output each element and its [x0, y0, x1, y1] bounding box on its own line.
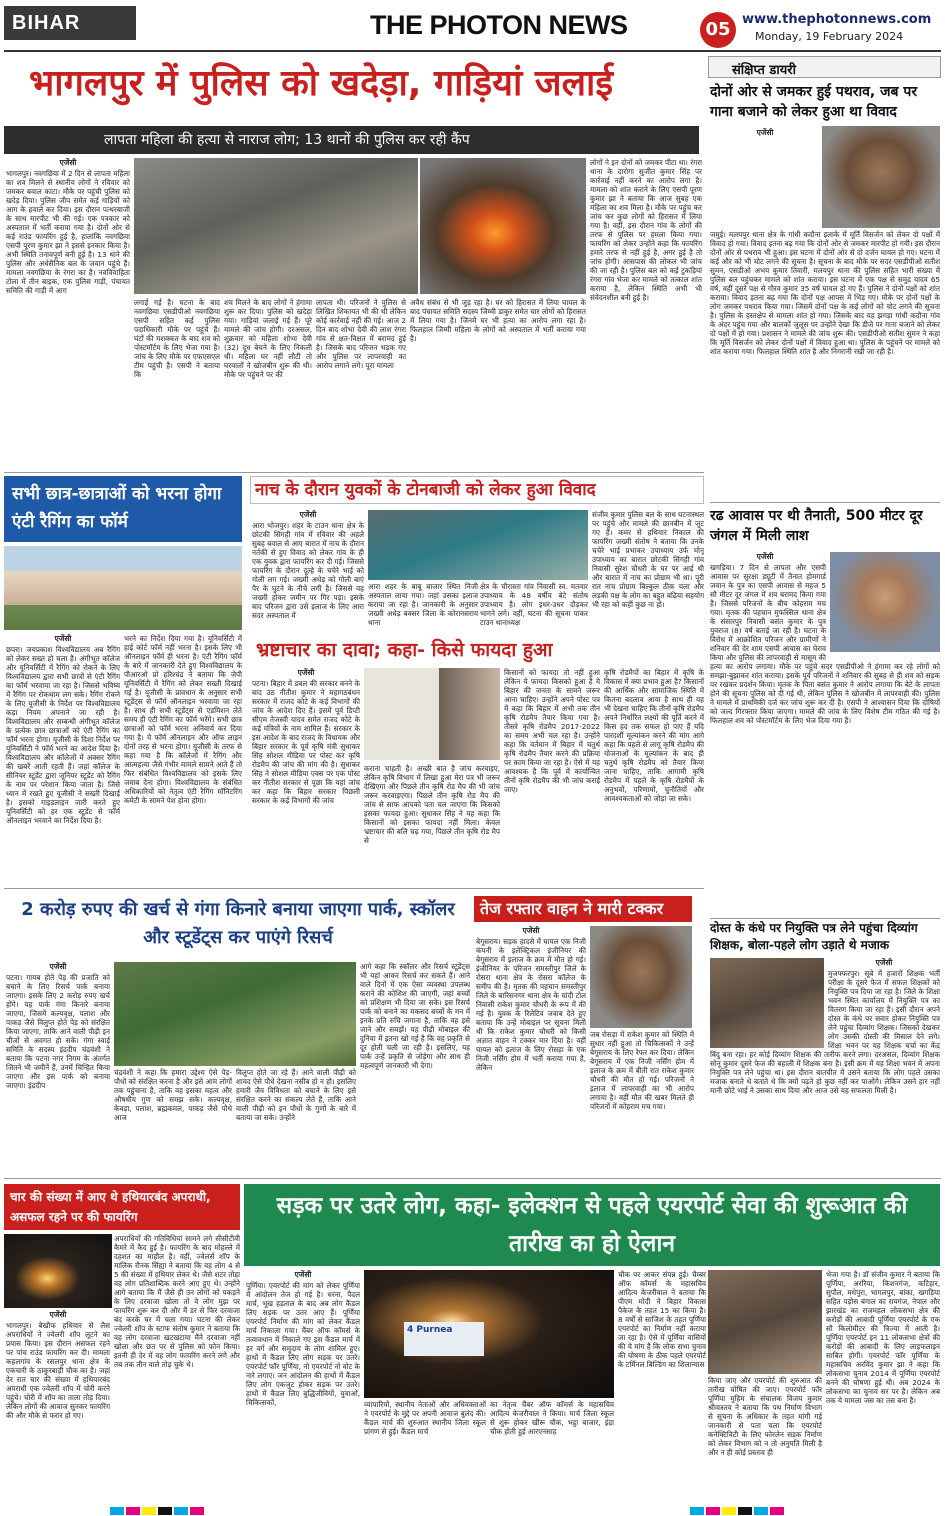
- accident-column-2: जब रोसड़ा में राकेश कुमार को स्थिति में सुधार नहीं हुआ तो चिकित्सकों ने उन्हें बेगूसराय के लिए रेफर कर दिया। लेकिन बेगूसराय में एक निजी नर्सिंग होम में इलाज के क्रम में बीती रात राकेश कुमार चौधरी की मौत हो गई। परिजनों ने इलाज में लापरवाही का भी आरोप लगाया है। वहीं मौत की खबर मिलते ही परिजनों में कोहराम मच गया।: [590, 1030, 694, 1111]
- lead-column-1: [6, 158, 130, 468]
- lead-column-4: लापता थी। परिजनों ने पुलिस से लिखित शिकायत भी की थी लेकिन कोई कार्रवाई नहीं की गई। आज 2 दिन बाद शोभा देवी की लाश रंगरा गांव से क्षत-विक्षत में बरामद हुई है। जिसके बाद परिजन भड़क गए और पुलिस पर लापरवाही का आरोप लगाने लगे। पूरा मामला: [316, 298, 406, 370]
- ragging-agency: एजेंसी: [54, 634, 72, 643]
- masthead-divider: [4, 50, 941, 52]
- lead-text-1: भागलपुर। नवगछिया में 2 दिन से लापता महिला का शव मिलने से स्थानीय लोगों ने रविवार को जमकर बवाल काटा। मौके पर पहुंची पुलिस को खदेड़ दिया। पुलिस जीप समेत कई गाड़ियों को आग के हवाले कर दिया। इस दौरान पत्थरबाजी के साथ मारपीट भी की गई। एक पत्रकार को अस्पताल में भर्ती कराया गया है। दोनों ओर से कई राउंड फायरिंग हुई है, हालांकि नवगछिया एसपी पूरण कुमार झा ने इससे इनकार किया है। अभी स्थिति तनावपूर्ण बनी हुई है। 13 थाने की पुलिस और अर्धसैनिक बल के जवान पहुंचे हैं। मामला नवगछिया के रंगरा का है। नवविवाहिता टोला में तीन बाइक, एक पुलिस गाड़ी, पंचायत समिति की गाड़ी में आग: [6, 169, 130, 295]
- firing-agency: एजेंसी: [49, 1310, 67, 1319]
- airport-photo-candle-march: [364, 1270, 614, 1398]
- corruption-column-2: कराना चाहती है। अच्छी बात है जांच करवाइए, लेकिन कृषि विभाग में लिखा हुआ मेरा पत्र भी जरूर देखिएगा और पिछले तीन कृषि रोड मैप की भी जांच जरूर करवाइएगा। पिछले तीन कृषि रोड मैप की जांच से साफ आपको पता चल जाएगा कि किसको इसका फायदा हुआ। सुधाकर सिंह ने यह कहा कि किसानों को इसका फायदा नहीं मिला। केवल भ्रष्टाचार की बलि चढ़ गया, पिछले तीन कृषि रोड मैप से: [364, 764, 500, 845]
- sidebar-divider-1: [710, 502, 940, 503]
- ganga-column-4: आगे कहा कि स्कॉलर और रिसर्च स्टूडेंट्स भी यहां आकर रिसर्च कर सकते हैं। आने वाले दिनों में एक ऐसा व्यवस्था उपलब्ध कराने की कोशिश की जाएगी, जहां बच्चों को प्रशिक्षण भी दिया जा सके। इस रिसर्च पार्क को बनाने का मकसद बच्चों के मन में इनके प्रति रुचि जगाना है, ताकि वह इसे जाने और समझें। यह पीढ़ी मोबाइल की दुनिया में इतना खो गई है कि वह प्रकृति से दूर होती चली जा रही है। इसलिए, यह पार्क उन्हें प्रकृति से जोड़ेगा और साथ ही महत्वपूर्ण जानकारी भी देगा।: [360, 962, 470, 1070]
- airport-column-6: भेजा गया है। डॉ संजीव कुमार ने बताया कि पूर्णिया, अररिया, किशनगंज, कटिहार, सुपौल, मधेपुरा, भागलपुर, बांका, खगड़िया सहित पड़ोस बंगाल का रायगंज, नेपाल और झारखंड का राजमहल लोकसभा क्षेत्र की करोड़ों की आबादी पूर्णिया एयरपोर्ट के एक सौ किलोमीटर की त्रिज्या में आती है। पूर्णिया एयरपोर्ट इन 11 लोकसभा क्षेत्रों की करोड़ों की आबादी के लिए लाइफलाइन साबित होगी। एयरपोर्ट फॉर पूर्णिया के महासचिव अरविंद कुमार झा ने कहा कि लोकसभा चुनाव 2014 में पूर्णिया एयरपोर्ट बनने की घोषणा हुई थी। अब 2024 के लोकसभा का चुनाव सर पर है। लेकिन अब तक ये मामला जस का तस बना है।: [826, 1270, 940, 1405]
- airport-column-4: चौक पर आकर संपन्न हुई। चैम्बर ऑफ कॉमर्स के महासचिव आदित्य केजरीवाल ने बताया कि पीएम मोदी ने बिहार विकास पैकेज के तहत 15 का किया है। 8 वर्षों से साजिश के तहत पूर्णिया एयरपोर्ट का निर्माण नहीं कराया जा रहा है। ऐसे में पूर्णिया वासियों की ये मांग है कि लोक सभा चुनाव की घोषणा के ठीक पहले एयरपोर्ट के टर्मिनल बिल्डिंग का शिलान्यास: [618, 1270, 706, 1369]
- sidebar-story2-agency: एजेंसी: [756, 552, 774, 561]
- accident-column-1: एजेंसी बेगूसराय। सड़क हादसे में घायल एक निजी कंपनी के इलेक्ट्रिकल इंजीनियर की बेगूसराय में इलाज के क्रम में मौत हो गई। इंजीनियर के परिजन समस्तीपुर जिले के रोसरा थाना क्षेत्र के रोसरा कॉलेज के समीप की है। मृतक की पहचान समस्तीपुर जिले के बारिसनगर थाना क्षेत्र के चांदी टोल निवासी राकेश कुमार चौधरी के रूप में की गई है। युवक के रिलेटिव जवाब देते हुए बताया कि उन्हें मोबाइल पर सूचना मिली थी कि राकेश कुमार चौधरी को किसी अज्ञात वाहन ने टक्कर मार दिया है। वहीं घायल को इलाज के लिए रोसड़ा के एक निजी नर्सिंग होम में भर्ती कराया गया है, लेकिन: [476, 926, 586, 1072]
- ganga-column-2: चंद्रवंशी ने कहा कि हमारा उद्देश्य ऐसे पेड़-पौधों को संरक्षित करना है और इसे आम लोगों तक पहुंचाना है, ताकि वह इसका महत्व और औषधीय गुण को समझ सके। कल्पवृक्ष, केवड़ा, पलाश, ब्रह्मकमल, पाकड़ जैसे पौधे आज: [114, 1068, 232, 1122]
- airport-column-3: का नेतृत्व चैंबर ऑफ कॉमर्स के महासचिव आदित्य केजरीवाल ने किया। मार्च जिला स्कूल से शुरू होकर खीरू चौक, भट्ठा बाजार, इंद्रा चौक होती हुई आरएनसाह: [490, 1400, 614, 1436]
- ragging-column-1: एजेंसी छपरा। जयप्रकाश विश्वविद्यालय अब रैगिंग को लेकर सख्त हो चला है। अंगीभूत कॉलेज और यूनिवर्सिटी में रैगिंग को रोकने के लिए विश्वविद्यालय द्वारा सभी छात्रों से एंटी रैगिंग का फॉर्म भरवाया जा रहा है। जिससे भविष्य में रैगिंग पर रोकथाम लग सके। रैगिंग रोकने के लिए यूजीसी के निर्देश पर विश्वविद्यालय कड़ा नियम अपनाने जा रही है। विश्वविद्यालय और सम्बन्धी अंगीभूत कॉलेज के प्रत्येक छात्र छात्राओं को एंटी रैगिंग का फॉर्म भरना होगा। यूजीसी के दिशा निर्देश पर यूनिवर्सिटी ने फॉर्म भरने का आदेश दिया है। विश्वविद्यालय और कॉलेजों में अक्सर रैगिंग की खबरें आती रहती हैं। जहां कॉलेज के सीनियर स्टूडेंट द्वारा जूनियर स्टूडेंट को रैगिंग के नाम पर परेशान किया जाता है। जिसे ध्यान में रखते हुए यूजीसी ने सख्ती दिखाई है। इसको गाइडलाइन जारी करते हुए यूनिवर्सिटी को हर एक स्टूडेंट से फॉर्म ऑनलाइन भरवाने का निर्देश दिया है।: [6, 634, 120, 825]
- print-color-bar-right: [690, 1500, 890, 1510]
- sidebar-story2-text: एजेंसी खगड़िया। 7 दिन से लापता और एसपी आवास पर सुरक्षा ड्यूटी में तैनात होमगार्ड जवान के पुत्र का एसपी आवास से महज 5 सौ मीटर दूर जंगल में शव बरामद किया गया है। जिससे परिजनों के बीच कोहराम मच गया। मृतक की पहचान मुफस्सिल थाना क्षेत्र के संसारपुर निवासी बसंत कुमार के पुत्र युवराज (8) वर्ष बताई जा रही है। घटना के विरोध में आक्रोशित परिजन और ग्रामीणों ने शनिवार की देर शाम एसपी आवास का घेराव किया और पुलिस की लापरवाही से मासूम की हत्या का आरोप लगाया। मौके पर पहुंचे सदर एसडीपीओ ने हंगामा कर रहे लोगों को समझा-बुझाकर शांत कराया। इसके पूर्व परिजनों ने शनिवार की सुबह से ही शव को सड़क पर रखकर प्रदर्शन किया। मृतक के पिता बसंत कुमार ने आरोप लगाया कि बेटे के लापता होने की सूचना पुलिस को दी गई थी, लेकिन पुलिस ने खोजबीन में लापरवाही की। पुलिस ने मामले में प्राथमिकी दर्ज कर जांच शुरू कर दी है। एसपी ने आश्वासन दिया कि दोषियों को जल्द गिरफ्तार किया जाएगा। मामले की जांच के लिए विशेष टीम गठित की गई है। फिलहाल शव को पोस्टमॉर्टम के लिए भेज दिया गया है।: [710, 552, 940, 725]
- ganga-column-1: एजेंसी पटना। गायब होते पेड़ की प्रजाति को बचाने के लिए रिसर्च पार्क बनाया जाएगा। इसके लिए 2 करोड़ रुपए खर्च होंगे। यह पार्क गंगा किनारे बनाया जाएगा, जिसमें कल्पवृक्ष, पलाश और पाकड़ जैसे विलुप्त होते पेड़ को संरक्षित किया जाएगा, ताकि आने वाली पीढ़ी इन चीजों से अवगत हो सके। गंगा स्वाई समिति के सदस्य इंद्रदीप चंद्रवंशी ने बताया कि पटना नगर निगम के अंतर्गत जितने भी जमीनें हैं, उनमें चिन्हित किया जाएगा और इस पार्क को बनाया जाएगा। इंद्रदीप: [6, 962, 110, 1090]
- lead-column-3: शव मिलने के बाद लोगों ने हंगामा शुरू कर दिया। पुलिस को खदेड़ा गया। गाड़ियां जलाई गई हैं। पूरे मामले की जांच होगी। दरअसल, शुक्रवार को महिला शोभा देवी (32) दूध बेचने के लिए निकली थी। महिला घर नहीं लौटी तो घरवालों ने खोजबीन शुरू की थी। मौके पर पहुंचने पर की: [224, 298, 312, 379]
- sidebar-story1-headline: दोनों ओर से जमकर हुई पथराव, जब पर गाना बजाने को लेकर हुआ था विवाद: [710, 84, 918, 120]
- firing-headline: चार की संख्या में आए थे हथियारबंद अपराधी, असफल रहने पर की फायरिंग: [4, 1184, 240, 1230]
- lead-column-5: अवैध संबंध से भी जुड़ रहा है। घर को हिरासत में लिया घायल के बाद पंचायत समिति सदस्य जिम्मी डाकुर समेत चार लोगों को हिरासत में लिया गया है। जिनमें घर भी हत्या का आरोप लगा रहा है। फिलहाल जिम्मी महिला के लोगों को अस्पताल में भर्ती कराया गया है।: [410, 298, 586, 343]
- dance-photo-injured: [368, 510, 588, 580]
- sidebar-story2-headline: रढ आवास पर थी तैनाती, 500 मीटर दूर जंगल में मिली लाश: [710, 508, 923, 544]
- issue-date: Monday, 19 February 2024: [755, 30, 904, 43]
- ganga-headline: 2 करोड़ रुपए की खर्च से गंगा किनारे बनाया जाएगा पार्क, स्कॉलर और स्टूडेंट्स कर पाएंगे रिसर्च: [21, 899, 455, 948]
- corruption-column-1: एजेंसी पटना। बिहार में डबल की सरकार बनने के बाद उठ नीतीश कुमार ने महागठबंधन सरकार में राजद कोटे के कई विभागों की जांच के आदेश दिए हैं। इसमें पूर्व डिप्टी सीएम तेजस्वी यादव समेत राजद कोटे के कई मंत्रियों के नाम शामिल हैं। सरकार के इस आदेश के बाद राजद के विधायक और बिहार सरकार के पूर्व कृषि मंत्री सुधाकर सिंह सोशल मीडिया पर पोस्ट कर कृषि रोडमैप की जांच की मांग की है। सुधाकर सिंह ने सोशल मीडिया एक्स पर एक पोस्ट कर नीतीश सरकार से पूछा कि यहां जांच कर कहा कि बिहार सरकार पिछली सरकार के कई विभागों की जांच: [252, 668, 360, 805]
- accident-photo-victim: [590, 926, 692, 1028]
- newspaper-title: THE PHOTON NEWS: [370, 10, 628, 40]
- firing-column-1: एजेंसी भागलपुर। बेखौफ हथियार से लैस अपराधियों ने ज्वेलरी शॉप लूटने का प्रयास किया। इस दौरान असफल रहने पर पांच राउंड फायरिंग कर दी। मामला कहलगांव के रसलपुर थाना क्षेत्र के एकचारी के ठाकुरबाड़ी चौक का है। जहां देर रात चार की संख्या में हथियारबंद अपराधी एक ज्वेलरी शॉप में चोरी करने पहुंचे। चोरी में शॉप का ताला तोड़ दिया। लेकिन लोगों की आवाज सुनकर फायरिंग की और मौके से फरार हो गए।: [6, 1310, 110, 1420]
- airport-photo-protesters: [708, 1270, 822, 1374]
- dance-column-1: एजेंसी आरा भोजपुर। शहर के टाउन थाना क्षेत्र के छोटकी सिंगही गांव में रविवार की अहले सुबह बवाल से आए बारात में नाच के दौरान नर्तकी से हुए विवाद को लेकर गांव के ही एक युवक द्वारा फायरिंग कर दी गई। जिससे फायरिंग के दौरान दूल्हे के चचेरे भाई को गोली लग गई। जख्मी अधेड़ को गोली बाएं पैर के घुटने के नीचे लगी है। जिससे वह जख्मी होकर जमीन पर गिर पड़ा। इसके बाद परिजन द्वारा उसे इलाज के लिए आरा सदर अस्पताल में: [252, 510, 364, 620]
- lead-subheadline: लापता महिला की हत्या से नाराज लोग; 13 थानों की पुलिस कर रही कैंप: [4, 126, 699, 154]
- airport-agency: एजेंसी: [294, 1270, 312, 1279]
- section-tag: BIHAR: [4, 6, 136, 40]
- firing-column-2: अपराधियों की गतिविधियां सामने लगे सीसीटीवी कैमरे में कैद हुई है। फायरिंग के बाद मोहल्ले में दहशत का माहौल है। वहीं, ज्वेलर्स शॉप के मालिक रौनक सिंह्या ने बताया कि वह लोग 4 से 5 की संख्या में हथियार लेकर थे। जैसे शटर तोड़ा वह लोग प्रतिशाब्दिक करने आए हुए थे। उन्होंने आगे बताया कि मैं जैसे ही उन लोगों को पकड़ने के लिए दरवाजा खोला तो वे लोग मुझ पर फायरिंग शुरू कर दी और मैं डर से फिर दरवाजा बंद करके घर में चला गया। घटना की लेकर ज्वेलरी शॉप के स्टाफ संतोष कुमार ने बताया कि वह लोग दरवाजा खटखटाया मैंने दरवाजा नहीं खोला और छत पर से पुलिस को फोन किया। इतनी ही देर में वह लोग फायरिंग करने लगे और तब तक तीन वाले तोड़ चुके थे।: [114, 1234, 240, 1369]
- ganga-column-3: विलुप्त होते जा रहे हैं। आने वाली पीढ़ी को शायद ऐसे पौधे देखना नसीब हो न हो। इसलिए हमारी जैव विविधता को बचाने के लिए इसे संरक्षित करने का संकल्प लेते हैं, ताकि आने वाली पीढ़ी को इन पौधों के गुणों के बारे में बताया जा सके। उन्होंने: [236, 1068, 356, 1122]
- ragging-photo-university: [4, 546, 242, 630]
- corruption-column-4: कृषि रोडमैपों का बिहार में कृषि के विकास में क्या प्रभाव हुआ है? किसानों की आर्थिक और सामाजिक स्थिति में कितना बदलाव आया है साथ ही यह भी देखना चाहिए कि तीनों कृषि रोडमैप अपने निर्धारित लक्ष्यों की पूर्ति करने में किस हद तक सफल हो पाए हैं यदि पारदर्शी मूल्यांकन करने की मांग आगे कहा कि पहले से लागू कृषि रोडमैप की योजनाओं के मूल्यांकन के बाद ही चतुर्थ कृषि रोडमैप को तैयार किया जाना चाहिए, ताकि आगामी कृषि रोडमैप में पहले के कृषि रोडमैपों के अनुभवों, परिणामों, चुनौतियों और आवश्यकताओं को जोड़ा जा सके।: [604, 668, 704, 803]
- ragging-column-2: भरने का निर्देश दिया गया है। यूनिवर्सिटी में हाई कोर्ट फॉर्म नहीं भरना है। इसके लिए भी ऑनलाइन फॉर्म ही भरना है। एंटी रैगिंग फॉर्म के बारे में जानकारी देते हुए विश्वविद्यालय के पीआरओ प्रो हरिश्चंद्र ने बताया कि जेपी यूनिवर्सिटी में रैगिंग को लेकर सख्ती दिखाई गई है। यूजीसी के प्रावधान के अनुसार सभी स्टूडेंट्स से फॉर्म ऑनलाइन भरवाया जा रहा है। साथ ही सभी स्टूडेंट्स से एडमिशन लेते समय ही एंटी रैगिंग का फॉर्म भरेंगे। सभी छात्र छात्राओं को फॉर्म भरना अनिवार्य कर दिया गया है। ये फॉर्म ऑनलाइन और ऑफ लाइन दोनों तरह से भरना होगा। यूजीसी के तरफ से कहा गया है कि कॉलेजों में रैगिंग और आत्महत्या जैसे गंभीर मामले सामने आते हैं तो फिर संबंधित विश्वविद्यालय को इसके लिए जवाब देना होगा। विश्वविद्यालय के संबंधित अधिकारियों को नेतृत्व एंटी रैगिंग मॉनिटरिंग कमेटी के सामने पेश होना होगा।: [124, 634, 242, 805]
- ganga-photo-garden: [114, 962, 356, 1066]
- airport-column-1: एजेंसी पूर्णिया। एयरपोर्ट की मांग को लेकर पूर्णिया में आंदोलन तेज हो गई है। धरना, पैदल मार्च, भूख हड़ताल के बाद अब लोग कैंडल लिए सड़क पर उतर आए हैं। पूर्णिया एयरपोर्ट निर्माण की मांग को लेकर कैंडल मार्च निकाला गया। चैंबर ऑफ कॉमर्स के तत्वावधान में निकाले गए इस कैंडल मार्च में हर वर्ग और समुदाय के लोग शामिल हुए। हाथों में कैंडल लिए लोग सड़क पर उतरे। एयरपोर्ट फॉर पूर्णिया, नो एयरपोर्ट नो वोट के नारे लगाए। जन आंदोलन की हाथों में कैंडल लिए लोग एकजुट होकर सड़क पर उतरे। हाथों में कैंडल लिए बुद्धिजीवियों, युवाओं, चिकित्सकों,: [246, 1270, 360, 1407]
- dance-agency: एजेंसी: [299, 510, 317, 519]
- sidebar-divider-2: [710, 918, 940, 919]
- sidebar-story1-agency: एजेंसी: [756, 128, 774, 137]
- corruption-headline: भ्रष्टाचार का दावा; कहा- किसे फायदा हुआ: [256, 639, 553, 661]
- corruption-agency: एजेंसी: [297, 668, 315, 677]
- dance-headline: नाच के दौरान युवकों के टोनबाजी को लेकर हुआ विवाद: [250, 476, 704, 504]
- lead-photo-burnt-car: [134, 158, 418, 294]
- airport-column-5: किया जाए और एयरपोर्ट की शुरुआत की तारीख घोषित की जाए। एयरपोर्ट फॉर पूर्णिया मुहिम के संचालक विजय कुमार श्रीवास्तव ने बताया कि पथ निर्माण विभाग से सूचना के अधिकार के तहत मांगी गई जानकारी से पता चला कि एयरपोर्ट कनेक्टिविटी के लिए फोरलेन सड़क निर्माण को लेकर विभाग को न तो अनुमति मिली है और न ही कोई प्रस्ताव ही: [708, 1376, 822, 1457]
- section-divider-3: [4, 1178, 941, 1179]
- section-divider-2: [4, 888, 704, 889]
- sidebar-story1-text: जमुई। मलयपुर थाना क्षेत्र के गांधी कदौना इलाके में मूर्ति विसर्जन को लेकर दो पक्षों में विवाद हो गया। विवाद इतना बढ़ गया कि दोनों ओर से जमकर मारपीट हो गयी। इस दौरान दोनों ओर से पथराव भी हुआ। इस घटना में दोनों ओर से दो दर्जन घायल हो गए। घटना में कई और को भी चोट लगने की सूचना है। सूचना के बाद मौके पर सदर एसडीपीओ सतीश सुमन, एसडीओ अभय कुमार तिवारी, मलयपुर थाना की पुलिस सहित भारी संख्या में पुलिस बल पहुंचकर मामले को शांत कराया। इस घटना में एक पक्ष से समुद्र यादव 65 वर्ष, वहीं दूसरे पक्ष से गौरव कुमार 35 वर्ष घायल हो गए हैं। पुलिस ने दोनों पक्षों को शांत कराया। विवाद इतना बढ़ गया कि दोनों पक्ष आपस में भिड़ गए। मौके पर दोनों पक्षों के लोग जमकर पथराव किया गया। जिसमें दोनों पक्ष के कई लोगों को चोट लगने की सूचना है। पुलिस के हस्तक्षेप से मामला शांत हो गया। जिसके बाद यह झगड़ा गांधी कदौना गांव के अंदर पहुंच गया और बालकों जुलूस पर उन्होंने देखा कि डीजे पर गाना बजाने को लेकर दो पक्षों में हो गया। प्रशासन ने मामले की जांच शुरू की। एसडीपीओ सतीश सुमन ने कहा कि मूर्ति विसर्जन को लेकर दोनों पक्षों में विवाद हुआ था। पुलिस के पहुंचने पर मामले को शांत कराया गया। फिलहाल स्थिति शांत है और निगरानी रखी जा रही है।: [710, 230, 940, 356]
- accident-agency: एजेंसी: [522, 926, 540, 935]
- dance-column-3: क्षेत्र के चौरास्ता गांव निवासी स्व. मतवार उपाध्याय के 48 वर्षीय बेटे संतोष उपाध्याय है। लोग इधर-उधर दौड़कर भागने लगे। वहीं, घटना की सूचना पाकर टाउन थानाध्यक्ष: [480, 582, 588, 627]
- print-color-bar-left: [110, 1500, 310, 1510]
- airport-banner: 4 Purnea: [404, 1322, 484, 1356]
- section-divider-1: [4, 472, 704, 473]
- airport-column-2: व्यापारियों, स्थानीय नेताओं और अधिवक्ताओं ने एयरपोर्ट के मुद्दे पर अपनी आवाज बुलंद की। कैंडल मार्च की शुरुआत स्थानीय जिला स्कूल प्रांगण से हुई। कैंडल मार्च: [364, 1400, 486, 1436]
- lead-photo-fire: [420, 158, 586, 294]
- sidebar-story3-headline: दोस्त के कंधे पर नियुक्ति पत्र लेने पहुंचा दिव्यांग शिक्षक, बोला-पहले लोग उड़ाते थे मजाक: [710, 921, 918, 952]
- sidebar-title: संक्षिप्त डायरी: [732, 63, 796, 78]
- lead-headline: भागलपुर में पुलिस को खदेड़ा, गाड़ियां जलाई: [29, 63, 614, 104]
- website-link[interactable]: www.thephotonnews.com: [742, 12, 932, 27]
- lead-agency: एजेंसी: [59, 158, 77, 167]
- lead-column-6: लोगों ने इन दोनों को जमकर पीटा था। रंगरा थाना के दारोगा सुजीत कुमार सिंह पर कार्रवाई नहीं करने का आरोप लगा है। मामला को शांत कराने के लिए एसपी पूरण कुमार झा ने बताया कि आज सुबह एक महिला का शव मिला है। मौके पर पहुंच कर जांच कर कुछ लोगों को हिरासत में लिया गया है। वहीं, इस दौरान गांव के लोगों की तरफ से पुलिस पर हमला किया गया। फायरिंग को लेकर उन्होंने कहा कि फायरिंग हमारे तरफ से नहीं हुई है, अगर हुई है तो जांच होगी। आसपास की लोकल भी जांच की जा रही है। पुलिस बल को कई टुकड़ियां रंगरा गांव भेजा कर मामले को तत्काल शांत कराया है, लेकिन स्थिति अभी भी संवेदनशील बनी हुई है।: [590, 158, 702, 302]
- ganga-agency: एजेंसी: [49, 962, 67, 971]
- sidebar-story3-agency: एजेंसी: [875, 958, 893, 967]
- dance-column-2: आरा शहर के बाबू बाजार स्थित निजी अस्पताल लाया गया। जहां उसका इलाज कराया जा रहा है। जानकारी के अनुसार जख्मी अधेड़ बक्सर जिला के कोरानसराय थाना: [368, 582, 478, 627]
- sidebar-story3-text: एजेंसी मुजफ्फरपुर। सूबे में हजारों शिक्षक भर्ती परीक्षा के दूसरे फेज में सफल शिक्षकों को नियुक्ति पत्र दिया जा रहा है। जिले के शिक्षा भवन स्थित कार्यालय में नियुक्ति पत्र का वितरण किया जा रहा है। इसी दौरान अपने दोस्त के कंधे पर सवार होकर नियुक्ति पत्र लेने पहुंचा दिव्यांग शिक्षक। जिसको देखकर लोग उसकी दोस्ती की मिसाल देने लगे। शिक्षा भवन पर यह शिक्षक चर्चा का केंद्र बिंदु बना रहा। हर कोई दिव्यांग शिक्षक की तारीफ करने लगा। दरअसल, दिव्यांग शिक्षक सोनू कुमार दूसरे फेज की बहाली में शिक्षक बना है। इसी क्रम में यह शिक्षा भवन में अपना नियुक्ति पत्र लेने पहुंचा था। इस दौरान बातचीत में उसने बताया कि लोग पहले उसका मजाक बनाते थे बताते थे कि क्यों पढ़ते हो कुछ नहीं कर पाओगे। लेकिन उसने हार नहीं मानी छोटे भाई ने उसका साथ दिया और आज उसे यह सफलता मिली है।: [710, 958, 940, 1095]
- accident-headline: तेज रफ्तार वाहन ने मारी टक्कर: [474, 896, 692, 922]
- airport-headline: सड़क पर उतरे लोग, कहा- इलेक्शन से पहले एयरपोर्ट सेवा की शुरूआत की तारीख का हो ऐलान: [244, 1184, 940, 1266]
- page-number-badge: 05: [700, 12, 736, 48]
- corruption-column-3: किसानों को फायदा तो नहीं हुआ लेकिन ये फायदा किसको हुआ है ये बिहार की जनता के सामने जरूर आना चाहिए। उन्होंने अपने पोस्ट पत्र में कहा कि बिहार में अभी तक तीन कृषि रोडमैप तैयार किया गया है। तीसरे कृषि रोडमैप 2017-2022 का समय अभी चल रहा है। उन्होंने कहा कि वर्तमान में बिहार में चतुर्थ कृषि रोडमैप तैयार करने की प्रक्रिया पर काम किया जा रहा है। ऐसे में यह आवश्यक है कि पूर्व में कार्यान्वित तीनों कृषि रोडमैप की भी जांच कराई जाए।: [504, 668, 600, 794]
- dance-column-4: संजीव कुमार पुलिस बल के साथ घटनास्थल पर पहुंचे और मामले की छानबीन में जुट गए हैं। कमर से हथियार निकाल की फायरिंग जख्मी संतोष ने बताया कि उनके चचेरे भाई प्रभाकर उपाध्याय उर्फ मोनू उपाध्याय का बारात छोटकी सिंगही गांव निवासी सुरेश चौधरी के घर पर आई थी और बारात में नाच का प्रोग्राम भी था। पूरी रात नाच प्रोग्राम बिल्कुल ठीक चला और लड़की पक्ष के लोग का बहुत बढ़िया सहयोग भी रहा को कहीं कुछ ना हो।: [592, 510, 704, 609]
- lead-column-2: लगाई गई है। घटना के बाद नवगछिया एसडीपीओ नवगछिया एसपी सहित कई पुलिस पदाधिकारी मौके पर पहुंचे हैं। घंटों की मशक्कत के बाद शव को पोस्टमॉर्टम के लिए भेजा गया है। जांच के लिए मौके पर एफएसएल टीम पहुंची है। एसपी ने बताया कि: [134, 298, 220, 379]
- corruption-photo-letter: [364, 668, 500, 760]
- ragging-headline: सभी छात्र-छात्राओं को भरना होगा एंटी रैगिंग का फॉर्म: [4, 476, 242, 542]
- firing-photo-cctv: [4, 1234, 112, 1308]
